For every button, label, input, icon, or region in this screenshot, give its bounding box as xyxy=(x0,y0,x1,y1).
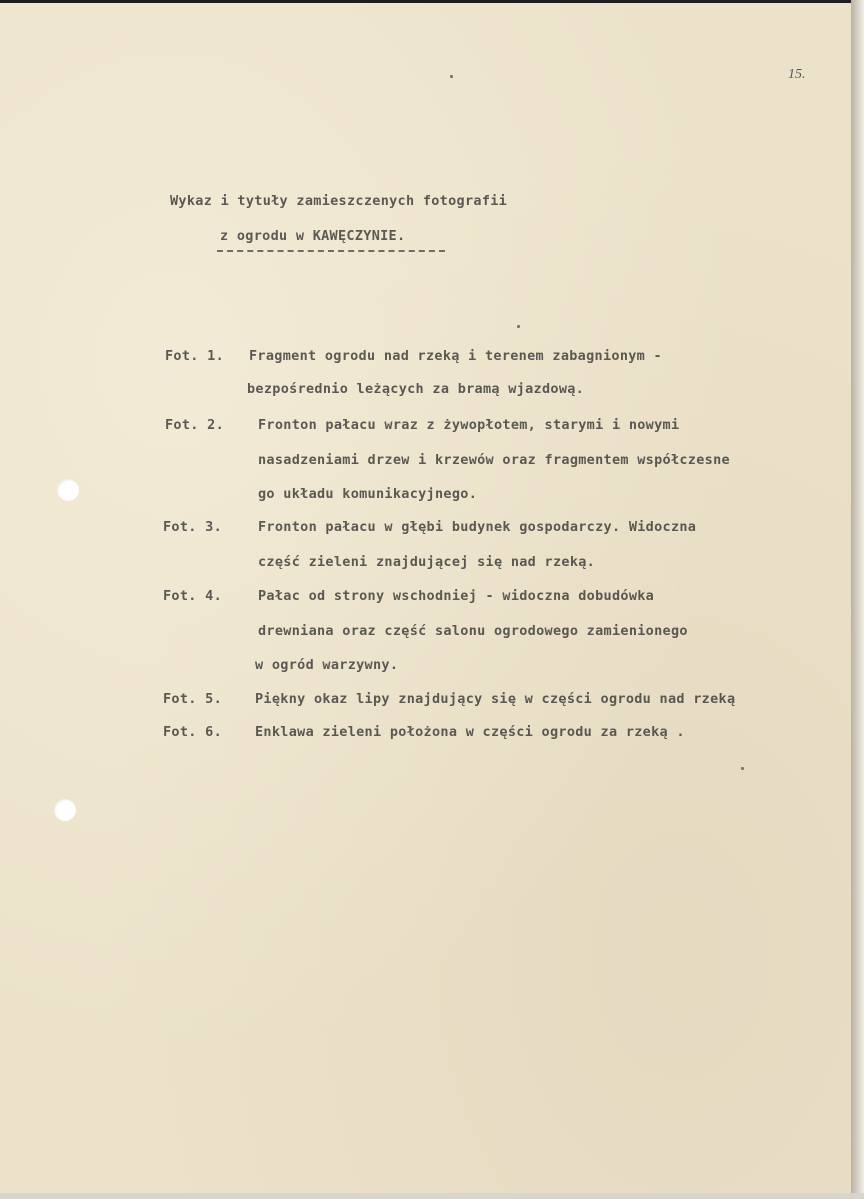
item-5-line-1: Piękny okaz lipy znajdujący się w części ogrodu nad rzeką xyxy=(255,691,736,707)
paper-speck xyxy=(450,75,453,78)
item-2-line-2: nasadzeniami drzew i krzewów oraz fragmentem współczesne xyxy=(258,452,730,468)
item-1-line-2: bezpośrednio leżących za bramą wjazdową. xyxy=(247,381,585,397)
item-3-line-2: część zieleni znajdującej się nad rzeką. xyxy=(258,554,596,570)
item-1-line-1: Fragment ogrodu nad rzeką i terenem zabagnionym - xyxy=(249,348,662,364)
list-title-line2: z ogrodu w KAWĘCZYNIE. xyxy=(220,228,406,244)
list-title-line1: Wykaz i tytuły zamieszczenych fotografii xyxy=(170,193,508,209)
item-label-3: Fot. 3. xyxy=(163,519,222,535)
item-2-line-1: Fronton pałacu wraz z żywopłotem, starymi i nowymi xyxy=(258,417,680,433)
item-2-line-3: go układu komunikacyjnego. xyxy=(258,486,478,502)
item-label-5: Fot. 5. xyxy=(163,691,222,707)
typewritten-page xyxy=(0,3,851,1193)
item-3-line-1: Fronton pałacu w głębi budynek gospodarczy. Widoczna xyxy=(258,519,697,535)
item-label-1: Fot. 1. xyxy=(165,348,224,364)
item-label-4: Fot. 4. xyxy=(163,588,222,604)
punch-hole-upper xyxy=(57,479,79,501)
item-4-line-1: Pałac od strony wschodniej - widoczna dobudówka xyxy=(258,588,655,604)
item-4-line-2: drewniana oraz część salonu ogrodowego zamienionego xyxy=(258,623,688,639)
title-underline xyxy=(217,250,445,252)
item-6-line-1: Enklawa zieleni położona w części ogrodu za rzeką . xyxy=(255,724,685,740)
punch-hole-lower xyxy=(54,799,76,821)
item-4-line-3: w ogród warzywny. xyxy=(255,657,399,673)
item-label-2: Fot. 2. xyxy=(165,417,224,433)
paper-speck xyxy=(517,325,520,328)
item-label-6: Fot. 6. xyxy=(163,724,222,740)
page-number: 15. xyxy=(788,67,806,82)
scan-edge-right xyxy=(851,0,864,1199)
scan-edge-bottom xyxy=(0,1193,864,1199)
paper-speck xyxy=(741,767,744,770)
